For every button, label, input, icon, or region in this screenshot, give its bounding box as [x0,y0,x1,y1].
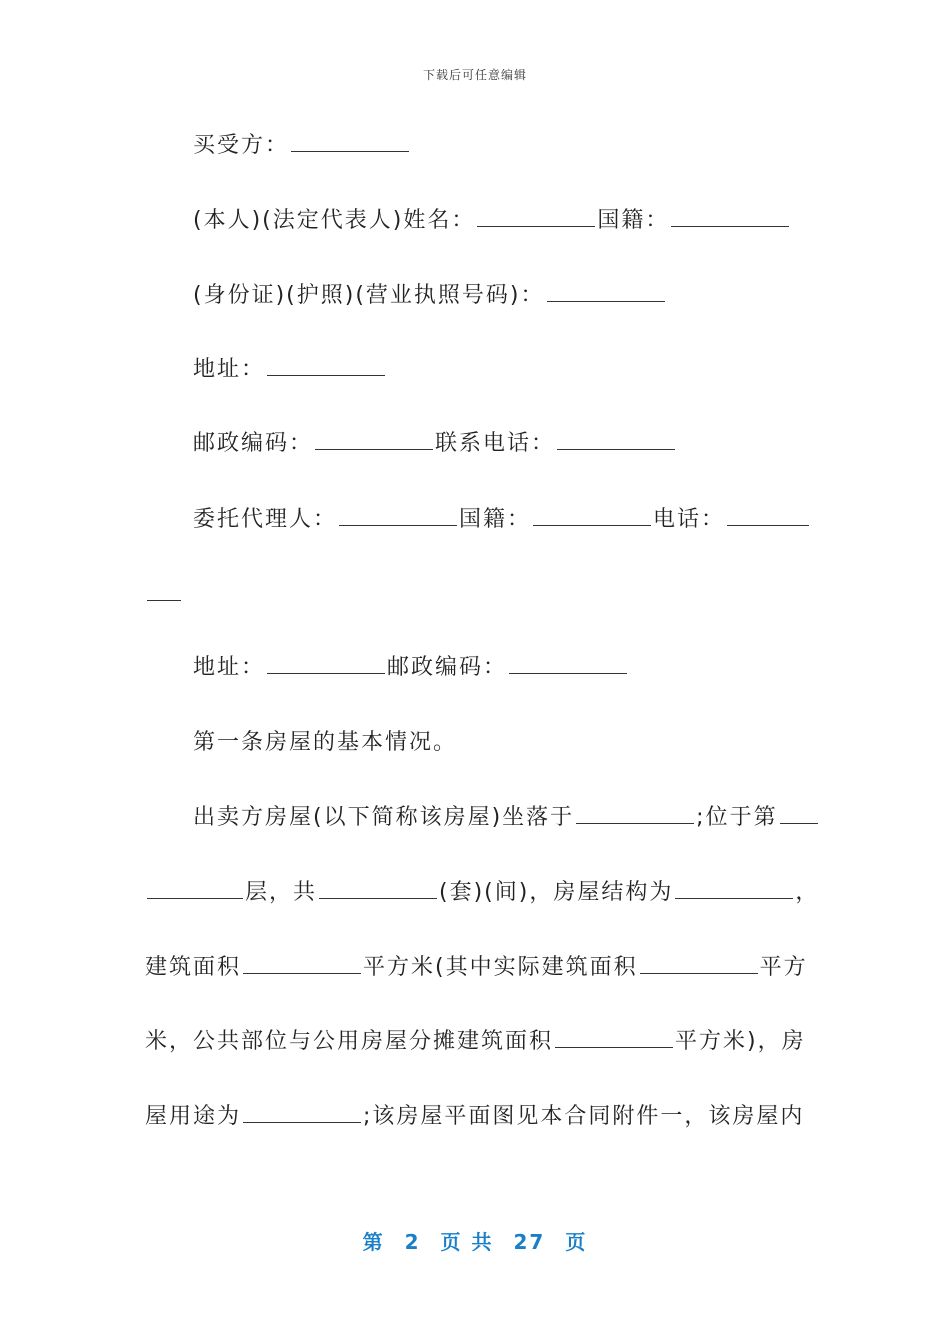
usage-blank[interactable] [243,1102,361,1123]
agent-address-line [193,653,805,683]
agent-address-label: 地址： [193,655,266,680]
floor-blank[interactable] [780,803,818,824]
structure-blank[interactable] [675,878,793,899]
id-number-blank[interactable] [547,281,665,302]
usage-text: 屋用途为 [145,1104,242,1129]
agent-phone-label: 电话： [653,507,726,532]
agent-label: 委托代理人： [193,507,338,532]
actual-area-blank[interactable] [640,953,758,974]
area-line [145,953,808,983]
location-text: 出卖方房屋(以下简称该房屋)坐落于 [193,805,575,830]
header-note: 下载后可任意编辑 [422,68,527,82]
agent-postcode-label: 邮政编码： [387,655,508,680]
structure-text: (套)(间)，房屋结构为 [439,880,674,905]
area-unit-text: 平方 [759,955,808,980]
id-number-line [193,281,805,311]
floor-structure-line [145,878,820,908]
postcode-phone-line [193,429,805,459]
name-blank[interactable] [477,206,595,227]
address-line [193,355,805,385]
units-blank[interactable] [319,878,437,899]
agent-nationality-label: 国籍： [459,507,532,532]
agent-phone-continuation [145,580,805,610]
agent-postcode-blank[interactable] [509,653,627,674]
agent-nationality-blank[interactable] [533,505,651,526]
agent-phone-blank-continued[interactable] [147,580,181,601]
nationality-label: 国籍： [597,208,670,233]
area-text: 建筑面积 [145,955,242,980]
footer-prefix: 第 [362,1230,385,1254]
agent-blank[interactable] [339,505,457,526]
address-blank[interactable] [267,355,385,376]
address-label: 地址： [193,357,266,382]
location-blank[interactable] [576,803,694,824]
current-page-number: 2 [404,1230,421,1254]
footer-middle: 页 共 [440,1230,494,1254]
agent-line [193,505,805,535]
id-number-label: (身份证)(护照)(营业执照号码)： [193,283,545,308]
name-nationality-line [193,206,805,236]
agent-address-blank[interactable] [267,653,385,674]
footer-suffix: 页 [565,1230,588,1254]
structure-comma: ， [795,880,820,905]
buyer-blank[interactable] [291,131,409,152]
usage-line [145,1102,805,1132]
shared-area-blank[interactable] [555,1027,673,1048]
phone-blank[interactable] [557,429,675,450]
page-footer [0,1226,950,1255]
area-blank[interactable] [243,953,361,974]
postcode-label: 邮政编码： [193,431,314,456]
floorplan-text: ;该房屋平面图见本合同附件一，该房屋内 [363,1104,805,1129]
article-one-heading [193,728,805,758]
agent-phone-blank[interactable] [727,505,809,526]
floor-prefix-text: ;位于第 [696,805,778,830]
shared-area-text: 米，公共部位与公用房屋分摊建筑面积 [145,1029,554,1054]
total-pages-number: 27 [513,1230,546,1254]
floor-blank-continued[interactable] [147,878,243,899]
nationality-blank[interactable] [671,206,789,227]
name-label: (本人)(法定代表人)姓名： [193,208,476,233]
article-one-title: 第一条房屋的基本情况。 [193,730,458,755]
property-location-line [193,803,805,833]
shared-area-line [145,1027,805,1057]
postcode-blank[interactable] [315,429,433,450]
buyer-line [193,131,805,161]
buyer-label: 买受方： [193,133,290,158]
shared-area-unit-text: 平方米)，房 [675,1029,806,1054]
phone-label: 联系电话： [435,431,556,456]
floor-count-text: 层，共 [245,880,318,905]
actual-area-text: 平方米(其中实际建筑面积 [363,955,638,980]
